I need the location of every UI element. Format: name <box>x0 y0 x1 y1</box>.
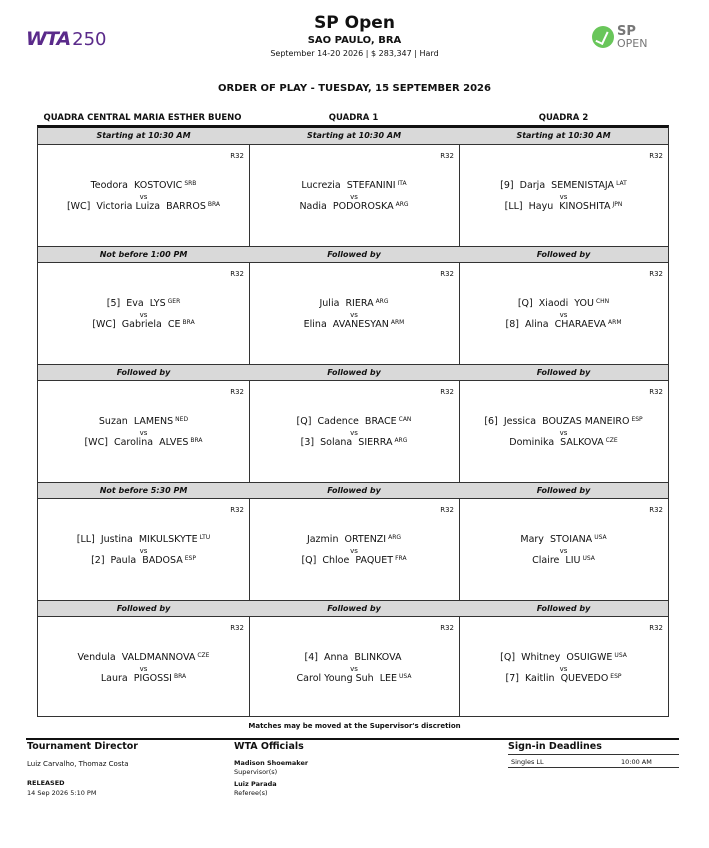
match-round: R32 <box>649 152 663 160</box>
match-cell <box>38 265 249 364</box>
slot-time-label: Followed by <box>249 482 459 499</box>
footer-divider <box>26 738 679 740</box>
match-cell <box>459 619 668 718</box>
player-two <box>38 437 249 448</box>
match-round: R32 <box>440 388 454 396</box>
player-two-name: Dominika SALKOVA <box>509 437 604 448</box>
logo-sp-text: SP <box>617 24 636 39</box>
player-one <box>249 416 459 427</box>
slot-time-label: Followed by <box>249 600 459 617</box>
match-round: R32 <box>440 152 454 160</box>
slot-time-label: Followed by <box>459 364 668 381</box>
signin-time: 10:00 AM <box>621 758 652 766</box>
player-one <box>459 180 668 191</box>
player-one-name: Suzan LAMENS <box>98 416 174 427</box>
player-one-name: Jazmin ORTENZI <box>306 534 387 545</box>
versus-label: vs <box>139 665 148 673</box>
order-of-play-heading: ORDER OF PLAY - TUESDAY, 15 SEPTEMBER 2026 <box>218 83 491 94</box>
released-value: 14 Sep 2026 5:10 PM <box>27 789 97 797</box>
player-two-name: Elina AVANESYAN <box>303 319 389 330</box>
versus-label: vs <box>559 547 568 555</box>
player-two-name: [Q] Chloe PAQUET <box>301 555 394 566</box>
player-two-name: Nadia PODOROSKA <box>299 201 394 212</box>
signin-bottom-rule <box>508 767 679 768</box>
player-two-country: JPN <box>612 201 623 208</box>
slot-time-label: Followed by <box>38 600 249 617</box>
player-two <box>249 201 459 212</box>
schedule-note: Matches may be moved at the Supervisor's discretion <box>248 722 461 730</box>
player-one-name: Vendula VALDMANNOVA <box>77 652 196 663</box>
official-referee-role: Referee(s) <box>234 789 268 797</box>
slot-time-label: Followed by <box>249 246 459 263</box>
player-two-name: [WC] Victoria Luiza BARROS <box>66 201 206 212</box>
player-two <box>249 555 459 566</box>
match-cell <box>249 147 459 246</box>
player-one <box>38 652 249 663</box>
player-two <box>459 673 668 684</box>
officials-heading: WTA Officials <box>234 741 304 752</box>
player-one <box>249 298 459 309</box>
versus-label: vs <box>350 311 358 319</box>
player-one <box>38 416 249 427</box>
versus-label: vs <box>350 193 358 201</box>
match-cell <box>459 265 668 364</box>
match-cell <box>38 619 249 718</box>
released-label: RELEASED <box>27 779 65 787</box>
versus-label: vs <box>559 193 568 201</box>
player-one <box>249 534 459 545</box>
player-one-name: [LL] Justina MIKULSKYTE <box>76 534 198 545</box>
player-two-name: [WC] Gabriela CE <box>92 319 181 330</box>
player-two-name: [LL] Hayu KINOSHITA <box>504 201 611 212</box>
player-one-country: CHN <box>595 298 610 305</box>
player-one <box>38 534 249 545</box>
match-round: R32 <box>649 388 663 396</box>
player-two <box>459 437 668 448</box>
versus-label: vs <box>350 547 358 555</box>
player-one <box>249 180 459 191</box>
versus-label: vs <box>559 665 568 673</box>
versus-label: vs <box>139 193 148 201</box>
versus-label: vs <box>139 429 148 437</box>
match-cell <box>249 619 459 718</box>
tournament-title: SP Open <box>314 13 395 33</box>
match-round: R32 <box>230 270 244 278</box>
order-of-play-grid <box>37 125 669 717</box>
slot-time-label: Followed by <box>459 600 668 617</box>
player-two-country: FRA <box>395 555 407 562</box>
versus-label: vs <box>559 311 568 319</box>
signin-heading: Sign-in Deadlines <box>508 741 602 752</box>
player-one-name: [Q] Xiaodi YOU <box>517 298 594 309</box>
player-two-country: ARM <box>608 319 622 326</box>
player-two-name: Carol Young Suh LEE <box>296 673 398 684</box>
match-cell <box>249 265 459 364</box>
player-one-country: USA <box>594 534 607 541</box>
signin-label: Singles LL <box>511 758 544 766</box>
slot-time-label: Starting at 10:30 AM <box>459 128 668 145</box>
player-one-name: [Q] Whitney OSUIGWE <box>500 652 613 663</box>
versus-label: vs <box>350 429 358 437</box>
logo-250-text: 250 <box>72 29 107 50</box>
player-two-country: ARG <box>395 201 409 208</box>
player-one-country: SRB <box>184 180 197 187</box>
match-round: R32 <box>230 152 244 160</box>
player-two-name: [2] Paula BADOSA <box>91 555 183 566</box>
slot-time-label: Not before 1:00 PM <box>38 246 249 263</box>
tournament-city: SAO PAULO, BRA <box>307 35 402 46</box>
director-heading: Tournament Director <box>27 741 138 752</box>
player-one <box>459 534 668 545</box>
player-one <box>459 298 668 309</box>
player-two <box>459 555 668 566</box>
official-supervisor-name: Madison Shoemaker <box>234 759 309 767</box>
player-one-name: Julia RIERA <box>319 298 374 309</box>
player-two <box>459 201 668 212</box>
versus-label: vs <box>139 311 148 319</box>
player-one-name: [5] Eva LYS <box>106 298 166 309</box>
match-cell <box>459 147 668 246</box>
tournament-dates: September 14-20 2026 | $ 283,347 | Hard <box>270 49 439 58</box>
player-one <box>38 298 249 309</box>
player-two-country: USA <box>582 555 595 562</box>
match-round: R32 <box>649 270 663 278</box>
match-round: R32 <box>440 624 454 632</box>
player-one-country: ARG <box>388 534 402 541</box>
player-one-country: NED <box>175 416 189 423</box>
player-one-name: Mary STOIANA <box>520 534 593 545</box>
match-cell <box>38 147 249 246</box>
versus-label: vs <box>350 665 358 673</box>
court-header-quadra-2: QUADRA 2 <box>538 113 589 123</box>
slot-time-label: Followed by <box>459 246 668 263</box>
match-cell <box>249 501 459 600</box>
match-cell <box>38 501 249 600</box>
player-two <box>249 673 459 684</box>
official-supervisor-role: Supervisor(s) <box>234 768 278 776</box>
player-one-name: [6] Jessica BOUZAS MANEIRO <box>484 416 630 427</box>
player-one-country: ARG <box>375 298 389 305</box>
player-two-country: ESP <box>184 555 196 562</box>
player-one-country: USA <box>614 652 627 659</box>
player-two <box>38 201 249 212</box>
player-two <box>38 555 249 566</box>
court-header-central: QUADRA CENTRAL MARIA ESTHER BUENO <box>43 113 242 123</box>
logo-wta-text: WTA <box>26 28 71 50</box>
versus-label: vs <box>139 547 148 555</box>
match-cell <box>459 383 668 482</box>
player-two-country: CZE <box>605 437 618 444</box>
slot-time-label: Followed by <box>38 364 249 381</box>
player-two-country: BRA <box>207 201 221 208</box>
player-two-name: [WC] Carolina ALVES <box>84 437 189 448</box>
player-two-name: [3] Solana SIERRA <box>300 437 393 448</box>
player-one-country: CZE <box>197 652 210 659</box>
player-two-name: [8] Alina CHARAEVA <box>505 319 607 330</box>
player-two <box>38 319 249 330</box>
player-two <box>38 673 249 684</box>
player-two-country: USA <box>399 673 412 680</box>
player-one-country: LTU <box>199 534 211 541</box>
match-cell <box>249 383 459 482</box>
player-one-name: [4] Anna BLINKOVA <box>304 652 402 663</box>
director-names: Luiz Carvalho, Thomaz Costa <box>27 760 129 768</box>
player-two-country: ARG <box>394 437 408 444</box>
player-two-name: [7] Kaitlin QUEVEDO <box>505 673 609 684</box>
court-header-quadra-1: QUADRA 1 <box>328 113 379 123</box>
player-two-country: ARM <box>390 319 405 326</box>
signin-top-rule <box>508 754 679 755</box>
player-two-name: Laura PIGOSSI <box>100 673 172 684</box>
player-one <box>459 652 668 663</box>
player-two-name: Claire LIU <box>532 555 581 566</box>
player-one-country: ITA <box>397 180 407 187</box>
slot-time-label: Starting at 10:30 AM <box>38 128 249 145</box>
player-one <box>459 416 668 427</box>
player-two <box>249 437 459 448</box>
match-cell <box>459 501 668 600</box>
player-one-name: [Q] Cadence BRACE <box>296 416 397 427</box>
logo-open-text: OPEN <box>617 37 648 50</box>
match-round: R32 <box>440 506 454 514</box>
player-one-name: [9] Darja SEMENISTAJA <box>500 180 615 191</box>
official-referee-name: Luiz Parada <box>234 780 277 788</box>
slot-time-label: Not before 5:30 PM <box>38 482 249 499</box>
match-round: R32 <box>649 506 663 514</box>
match-round: R32 <box>230 624 244 632</box>
player-one <box>249 652 459 663</box>
player-two <box>249 319 459 330</box>
slot-time-label: Starting at 10:30 AM <box>249 128 459 145</box>
player-one <box>38 180 249 191</box>
match-round: R32 <box>230 388 244 396</box>
player-one-name: Lucrezia STEFANINI <box>301 180 396 191</box>
slot-time-label: Followed by <box>249 364 459 381</box>
player-one-country: LAT <box>616 180 627 187</box>
match-round: R32 <box>230 506 244 514</box>
versus-label: vs <box>559 429 568 437</box>
match-round: R32 <box>440 270 454 278</box>
player-two-country: ESP <box>610 673 622 680</box>
slot-time-label: Followed by <box>459 482 668 499</box>
player-two-country: BRA <box>190 437 203 444</box>
player-two-country: BRA <box>173 673 187 680</box>
player-one-name: Teodora KOSTOVIC <box>90 180 183 191</box>
player-one-country: ESP <box>631 416 643 423</box>
match-round: R32 <box>649 624 663 632</box>
player-one-country: CAN <box>398 416 412 423</box>
player-two-country: BRA <box>182 319 195 326</box>
player-two <box>459 319 668 330</box>
player-one-country: GER <box>167 298 181 305</box>
match-cell <box>38 383 249 482</box>
